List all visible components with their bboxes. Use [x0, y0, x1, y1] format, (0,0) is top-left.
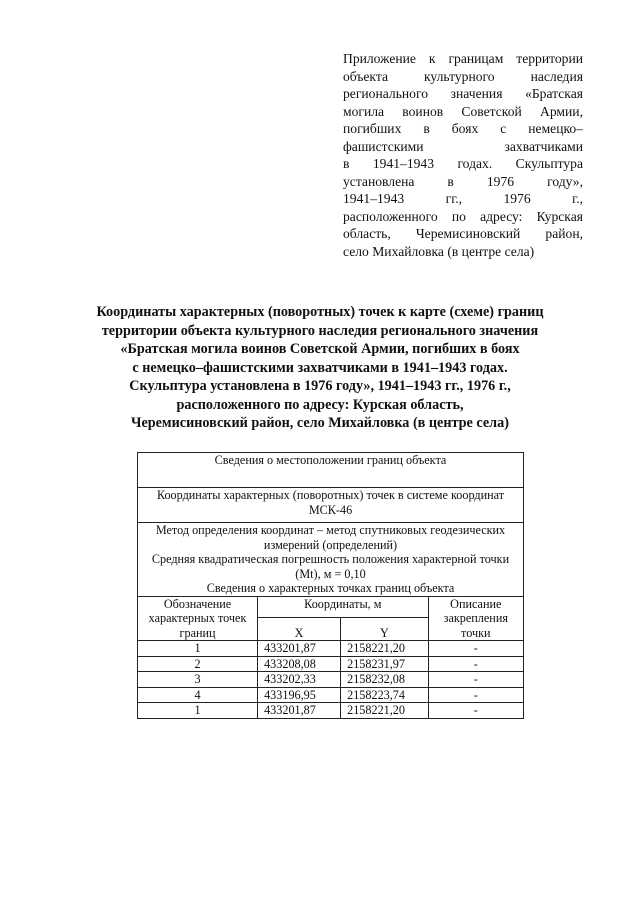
- annex-line: в 1941–1943 годах. Скульптура: [343, 156, 583, 171]
- annex-line: Приложение к границам территории: [343, 51, 583, 66]
- heading-line: Черемисиновский район, село Михайловка (в центре села): [131, 415, 509, 431]
- accuracy-line: Средняя квадратическая погрешность положения характерной точки: [151, 552, 510, 566]
- point-y: 2158223,74: [341, 687, 429, 703]
- method-line: Метод определения координат – метод спутниковых геодезических: [155, 523, 506, 537]
- heading-line: территории объекта культурного наследия регионального значения: [101, 322, 539, 339]
- method-cell: [138, 523, 524, 597]
- method-line: измерений (определений): [263, 537, 398, 552]
- point-description: -: [428, 672, 523, 688]
- points-caption: Сведения о характерных точках границ объекта: [206, 581, 455, 595]
- annex-line: погибших в боях с немецко–: [343, 121, 583, 136]
- heading-line: с немецко–фашистскими захватчиками в 1941–1943 годах.: [132, 359, 508, 376]
- coordinate-system-line: Координаты характерных (поворотных) точек в системе координат: [156, 488, 505, 502]
- table-row: [138, 672, 524, 688]
- coordinate-system-cell: [138, 488, 524, 523]
- x-header: X: [258, 618, 341, 641]
- table-header-row: [138, 596, 524, 618]
- point-description: -: [428, 641, 523, 657]
- location-info-cell: Сведения о местоположении границ объекта: [138, 453, 524, 488]
- point-id: 1: [138, 641, 258, 657]
- annex-note: [343, 50, 583, 260]
- coordinates-table: [137, 452, 524, 719]
- point-x: 433201,87: [258, 703, 341, 719]
- point-y: 2158232,08: [341, 672, 429, 688]
- annex-line: расположенного по адресу: Курская: [343, 208, 583, 224]
- description-header: Описание закрепления точки: [428, 596, 523, 641]
- annex-line: село Михайловка (в центре села): [343, 243, 535, 259]
- annex-line: объекта культурного наследия: [343, 68, 583, 84]
- heading-line: расположенного по адресу: Курская область,: [176, 396, 464, 413]
- table-info-row: [138, 453, 524, 488]
- annex-line: регионального значения «Братская: [343, 86, 583, 101]
- point-x: 433208,08: [258, 656, 341, 672]
- point-x: 433201,87: [258, 641, 341, 657]
- table-info-row: [138, 488, 524, 523]
- table-row: [138, 687, 524, 703]
- point-id: 3: [138, 672, 258, 688]
- point-id: 2: [138, 656, 258, 672]
- document-heading: [60, 303, 580, 433]
- point-id: 1: [138, 703, 258, 719]
- coordinate-system-line: МСК-46: [308, 502, 353, 517]
- heading-line: Скульптура установлена в 1976 году», 1941–1943 гг., 1976 г.,: [129, 378, 511, 394]
- point-y: 2158221,20: [341, 703, 429, 719]
- heading-line: «Братская могила воинов Советской Армии, погибших в боях: [120, 341, 520, 357]
- point-x: 433196,95: [258, 687, 341, 703]
- table-row: [138, 656, 524, 672]
- point-description: -: [428, 687, 523, 703]
- table-row: [138, 641, 524, 657]
- point-description: -: [428, 703, 523, 719]
- y-header: Y: [341, 618, 429, 641]
- point-id: 4: [138, 687, 258, 703]
- coordinates-header: Координаты, м: [258, 596, 429, 618]
- annex-line: фашистскими захватчиками: [343, 138, 583, 154]
- heading-line: Координаты характерных (поворотных) точек к карте (схеме) границ: [96, 304, 544, 320]
- annex-line: область, Черемисиновский район,: [343, 226, 583, 241]
- designation-header: Обозначение характерных точек границ: [138, 596, 258, 641]
- accuracy-line: (Мt), м = 0,10: [295, 566, 366, 581]
- point-description: -: [428, 656, 523, 672]
- point-y: 2158221,20: [341, 641, 429, 657]
- table-info-row: [138, 523, 524, 597]
- point-x: 433202,33: [258, 672, 341, 688]
- annex-line: 1941–1943 гг., 1976 г.,: [343, 191, 583, 206]
- annex-line: могила воинов Советской Армии,: [343, 103, 583, 119]
- point-y: 2158231,97: [341, 656, 429, 672]
- annex-line: установлена в 1976 году»,: [343, 173, 583, 189]
- table-row: [138, 703, 524, 719]
